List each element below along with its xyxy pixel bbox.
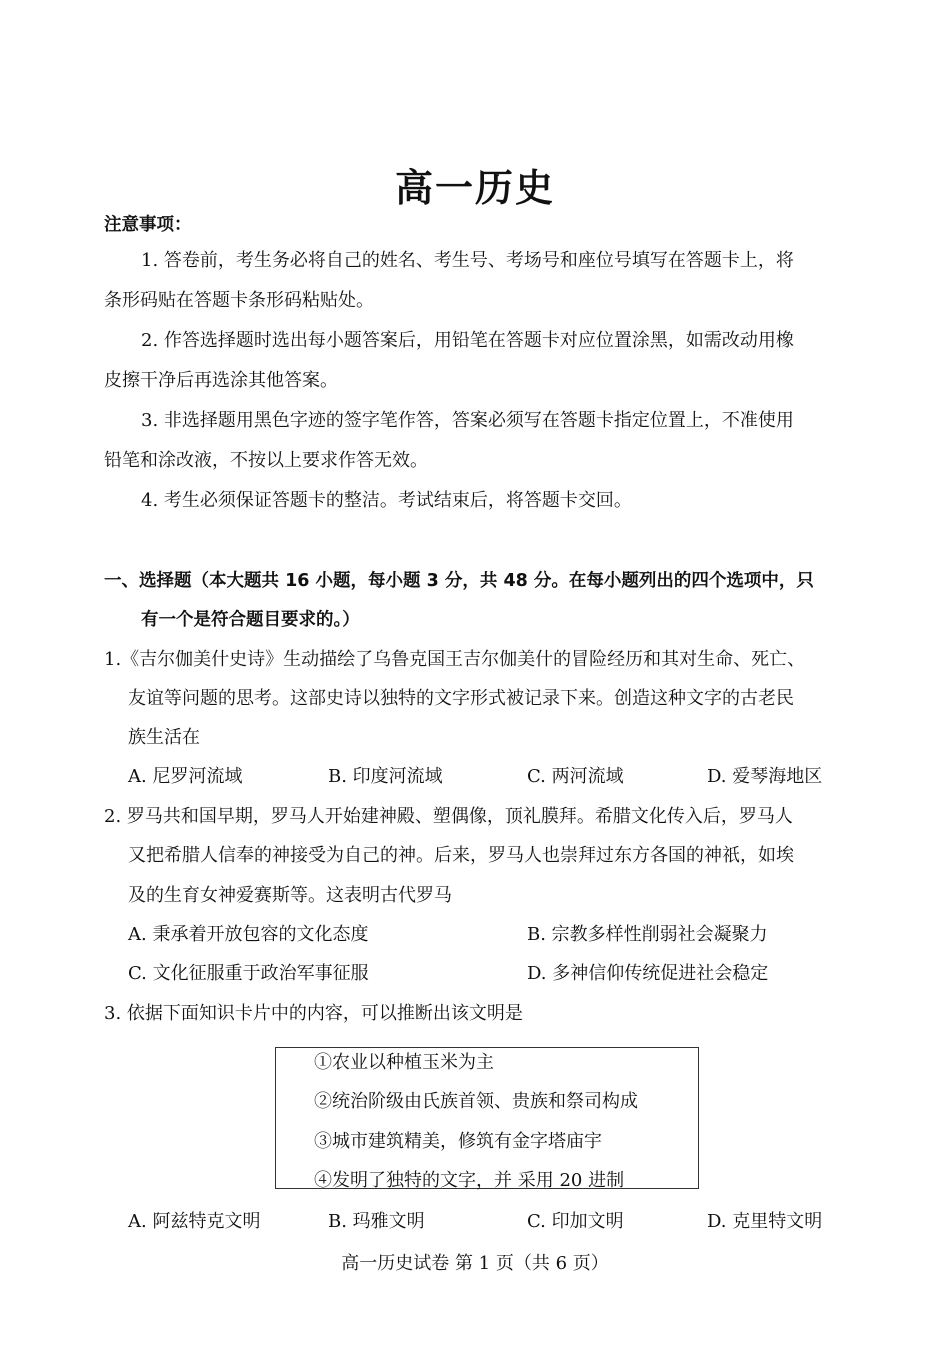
question-1-option-b: B. 印度河流域 — [328, 766, 443, 787]
knowledge-card-item-3: ③城市建筑精美，修筑有金字塔庙宇 — [314, 1131, 602, 1152]
question-2-option-b: B. 宗教多样性削弱社会凝聚力 — [527, 924, 768, 945]
notice-heading: 注意事项： — [104, 215, 192, 235]
notice-item-4-line-1: 4. 考生必须保证答题卡的整洁。考试结束后，将答题卡交回。 — [141, 490, 632, 511]
question-2-line-2: 又把希腊人信奉的神接受为自己的神。后来，罗马人也崇拜过东方各国的神祇，如埃 — [128, 845, 794, 866]
question-2-option-d: D. 多神信仰传统促进社会稳定 — [527, 963, 769, 984]
page-footer: 高一历史试卷 第 1 页（共 6 页） — [341, 1253, 609, 1274]
section-heading-line-1: 一、选择题（本大题共 16 小题，每小题 3 分，共 48 分。在每小题列出的四个选项中，只 — [104, 571, 814, 591]
question-1-line-1: 1.《吉尔伽美什史诗》生动描绘了乌鲁克国王吉尔伽美什的冒险经历和其对生命、死亡、 — [104, 649, 806, 670]
question-2-option-c: C. 文化征服重于政治军事征服 — [128, 963, 369, 984]
question-3-option-a: A. 阿兹特克文明 — [128, 1211, 261, 1232]
knowledge-card-item-2: ②统治阶级由氏族首领、贵族和祭司构成 — [314, 1091, 638, 1112]
question-3-option-c: C. 印加文明 — [527, 1211, 624, 1232]
knowledge-card — [275, 1047, 699, 1189]
notice-item-1-line-1: 1. 答卷前，考生务必将自己的姓名、考生号、考场号和座位号填写在答题卡上，将 — [141, 250, 794, 271]
question-3-option-b: B. 玛雅文明 — [328, 1211, 425, 1232]
notice-item-2-line-2: 皮擦干净后再选涂其他答案。 — [104, 370, 338, 391]
question-3-line-1: 3. 依据下面知识卡片中的内容，可以推断出该文明是 — [104, 1003, 523, 1024]
question-2-line-1: 2. 罗马共和国早期，罗马人开始建神殿、塑偶像，顶礼膜拜。希腊文化传入后，罗马人 — [104, 806, 793, 827]
notice-item-3-line-2: 铅笔和涂改液，不按以上要求作答无效。 — [104, 450, 428, 471]
question-1-line-2: 友谊等问题的思考。这部史诗以独特的文字形式被记录下来。创造这种文字的古老民 — [128, 688, 794, 709]
document-title: 高一历史 — [394, 165, 555, 210]
notice-item-3-line-1: 3. 非选择题用黑色字迹的签字笔作答，答案必须写在答题卡指定位置上，不准使用 — [141, 410, 794, 431]
question-3-option-d: D. 克里特文明 — [707, 1211, 823, 1232]
knowledge-card-item-4: ④发明了独特的文字，并 采用 20 进制 — [314, 1170, 625, 1191]
question-2-option-a: A. 秉承着开放包容的文化态度 — [128, 924, 369, 945]
section-heading-line-2: 有一个是符合题目要求的。） — [141, 610, 360, 630]
notice-item-1-line-2: 条形码贴在答题卡条形码粘贴处。 — [104, 290, 374, 311]
notice-item-2-line-1: 2. 作答选择题时选出每小题答案后，用铅笔在答题卡对应位置涂黑，如需改动用橡 — [141, 330, 794, 351]
question-1-option-c: C. 两河流域 — [527, 766, 624, 787]
question-1-option-d: D. 爱琴海地区 — [707, 766, 823, 787]
question-1-option-a: A. 尼罗河流域 — [128, 766, 243, 787]
question-2-line-3: 及的生育女神爱赛斯等。这表明古代罗马 — [128, 885, 452, 906]
knowledge-card-item-1: ①农业以种植玉米为主 — [314, 1052, 494, 1073]
question-1-line-3: 族生活在 — [128, 727, 200, 748]
